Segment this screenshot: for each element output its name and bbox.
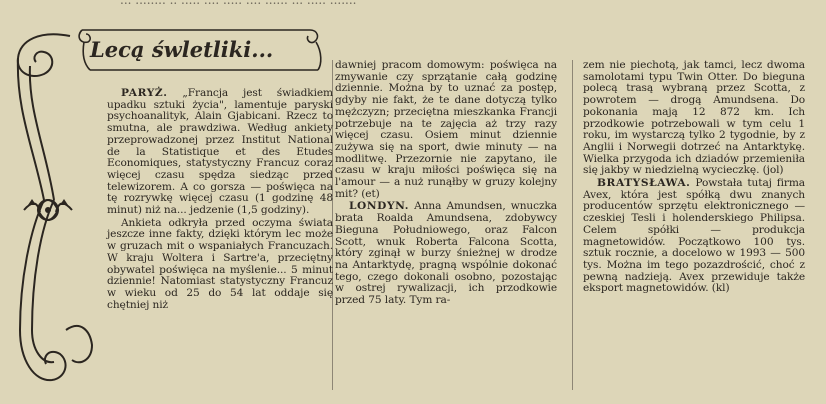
article-body: Powstała tutaj firma Avex, która jest spółką dwu znanych producentów sprzętu elektronicznego — czeskiej Tesli i holenderskiego Philipsa. Celem spółki — produkcja magnetowidów. Początkowo 100 tys. sztuk rocznie, a docelowo w 1993 — 500 tys. Można im tego pozazdrościć, choć z pewną nadzieją. Avex przewiduje także eksport magnetowidów. (kl) (583, 177, 805, 295)
article-bratislava (583, 178, 805, 295)
article-london-part1: LONDYN. Anna Amundsen, wnuczka brata Roalda Amundsena, zdobywcy Bieguna Południowego, oraz Falcon Scott, wnuk Roberta Falcona Scotta, który zginął w burzy śnieżnej w drodze na Antarktydę, pragną wspólnie dokonać tego, czego dokonali osobno, pozostając w ostrej rywalizacji, ich przodkowie przed 75 laty. Tym ra- (335, 200, 557, 307)
article-column-3 (583, 60, 805, 296)
dateline: PARYŻ. (121, 87, 168, 99)
article-london-part2: zem nie piechotą, jak tamci, lecz dwoma samolotami typu Twin Otter. Do bieguna polecą trasą wybraną przez Scotta, z powrotem — drogą Amundsena. Do pokonania mają 12 872 km. Ich przodkowie potrzebowali w tym celu 1 roku, im wystarczą tylko 2 tygodnie, by z Anglii i Norwegii dotrzeć na Antarktykę. Wielka przygoda ich dziadów przemieniła się jakby w niedzielną wycieczkę. (jol) (583, 59, 805, 177)
dateline: LONDYN. (349, 200, 410, 213)
dateline: BRATYSŁAWA. (597, 177, 691, 190)
article-column-2 (335, 60, 557, 308)
column-divider (572, 60, 573, 390)
article-paris-part2: dawniej pracom domowym: poświęca na zmywanie czy sprzątanie całą godzinę dziennie. Można by to uznać za postęp, gdyby nie fakt, że te dane dotyczą tylko mężczyzn; przeciętna mieszkanka Francji potrzebuje na te zajęcia aż trzy razy więcej czasu. Osiem minut dziennie zużywa się na sport, dwie minuty — na modlitwę. Przezornie nie zapytano, ile czasu w kraju miłości poświęca się na l'amour — a nuż runąłby w gruzy kolejny mit? (et) (335, 59, 557, 200)
section-title: Lecą śwletliki... (90, 36, 274, 62)
article-paris-part1: PARYŻ. „Francja jest świadkiem upadku sztuki życia", lamentuje paryski psychoanalityk, Alain Gjabicani. Rzecz to smutna, ale prawdziwa. Według ankiety przeprowadzonej przez Institut National de la Statistique et des Etudes Economiques, statystyczny Francuz coraz więcej czasu spędza siedząc przed telewizorem. A co gorsza — poświęca na tę rozrywkę więcej czasu (1 godzinę 48 minut) niż na... jedzenie (1,5 godziny). Ankieta odkryła przed oczyma świata jeszcze inne fakty, dzięki którym lec może w gruzach mit o wspaniałych Francuzach. W kraju Woltera i Sartre'a, przeciętny obywatel poświęca na myślenie... 5 minut dziennie! Natomiast statystyczny Francuz w wieku od 25 do 54 lat oddaje się chętniej niż (107, 87, 333, 311)
top-text-fragment: ... ........ .. ..... .... ..... .... ...... ... ..... ....... (120, 0, 357, 7)
